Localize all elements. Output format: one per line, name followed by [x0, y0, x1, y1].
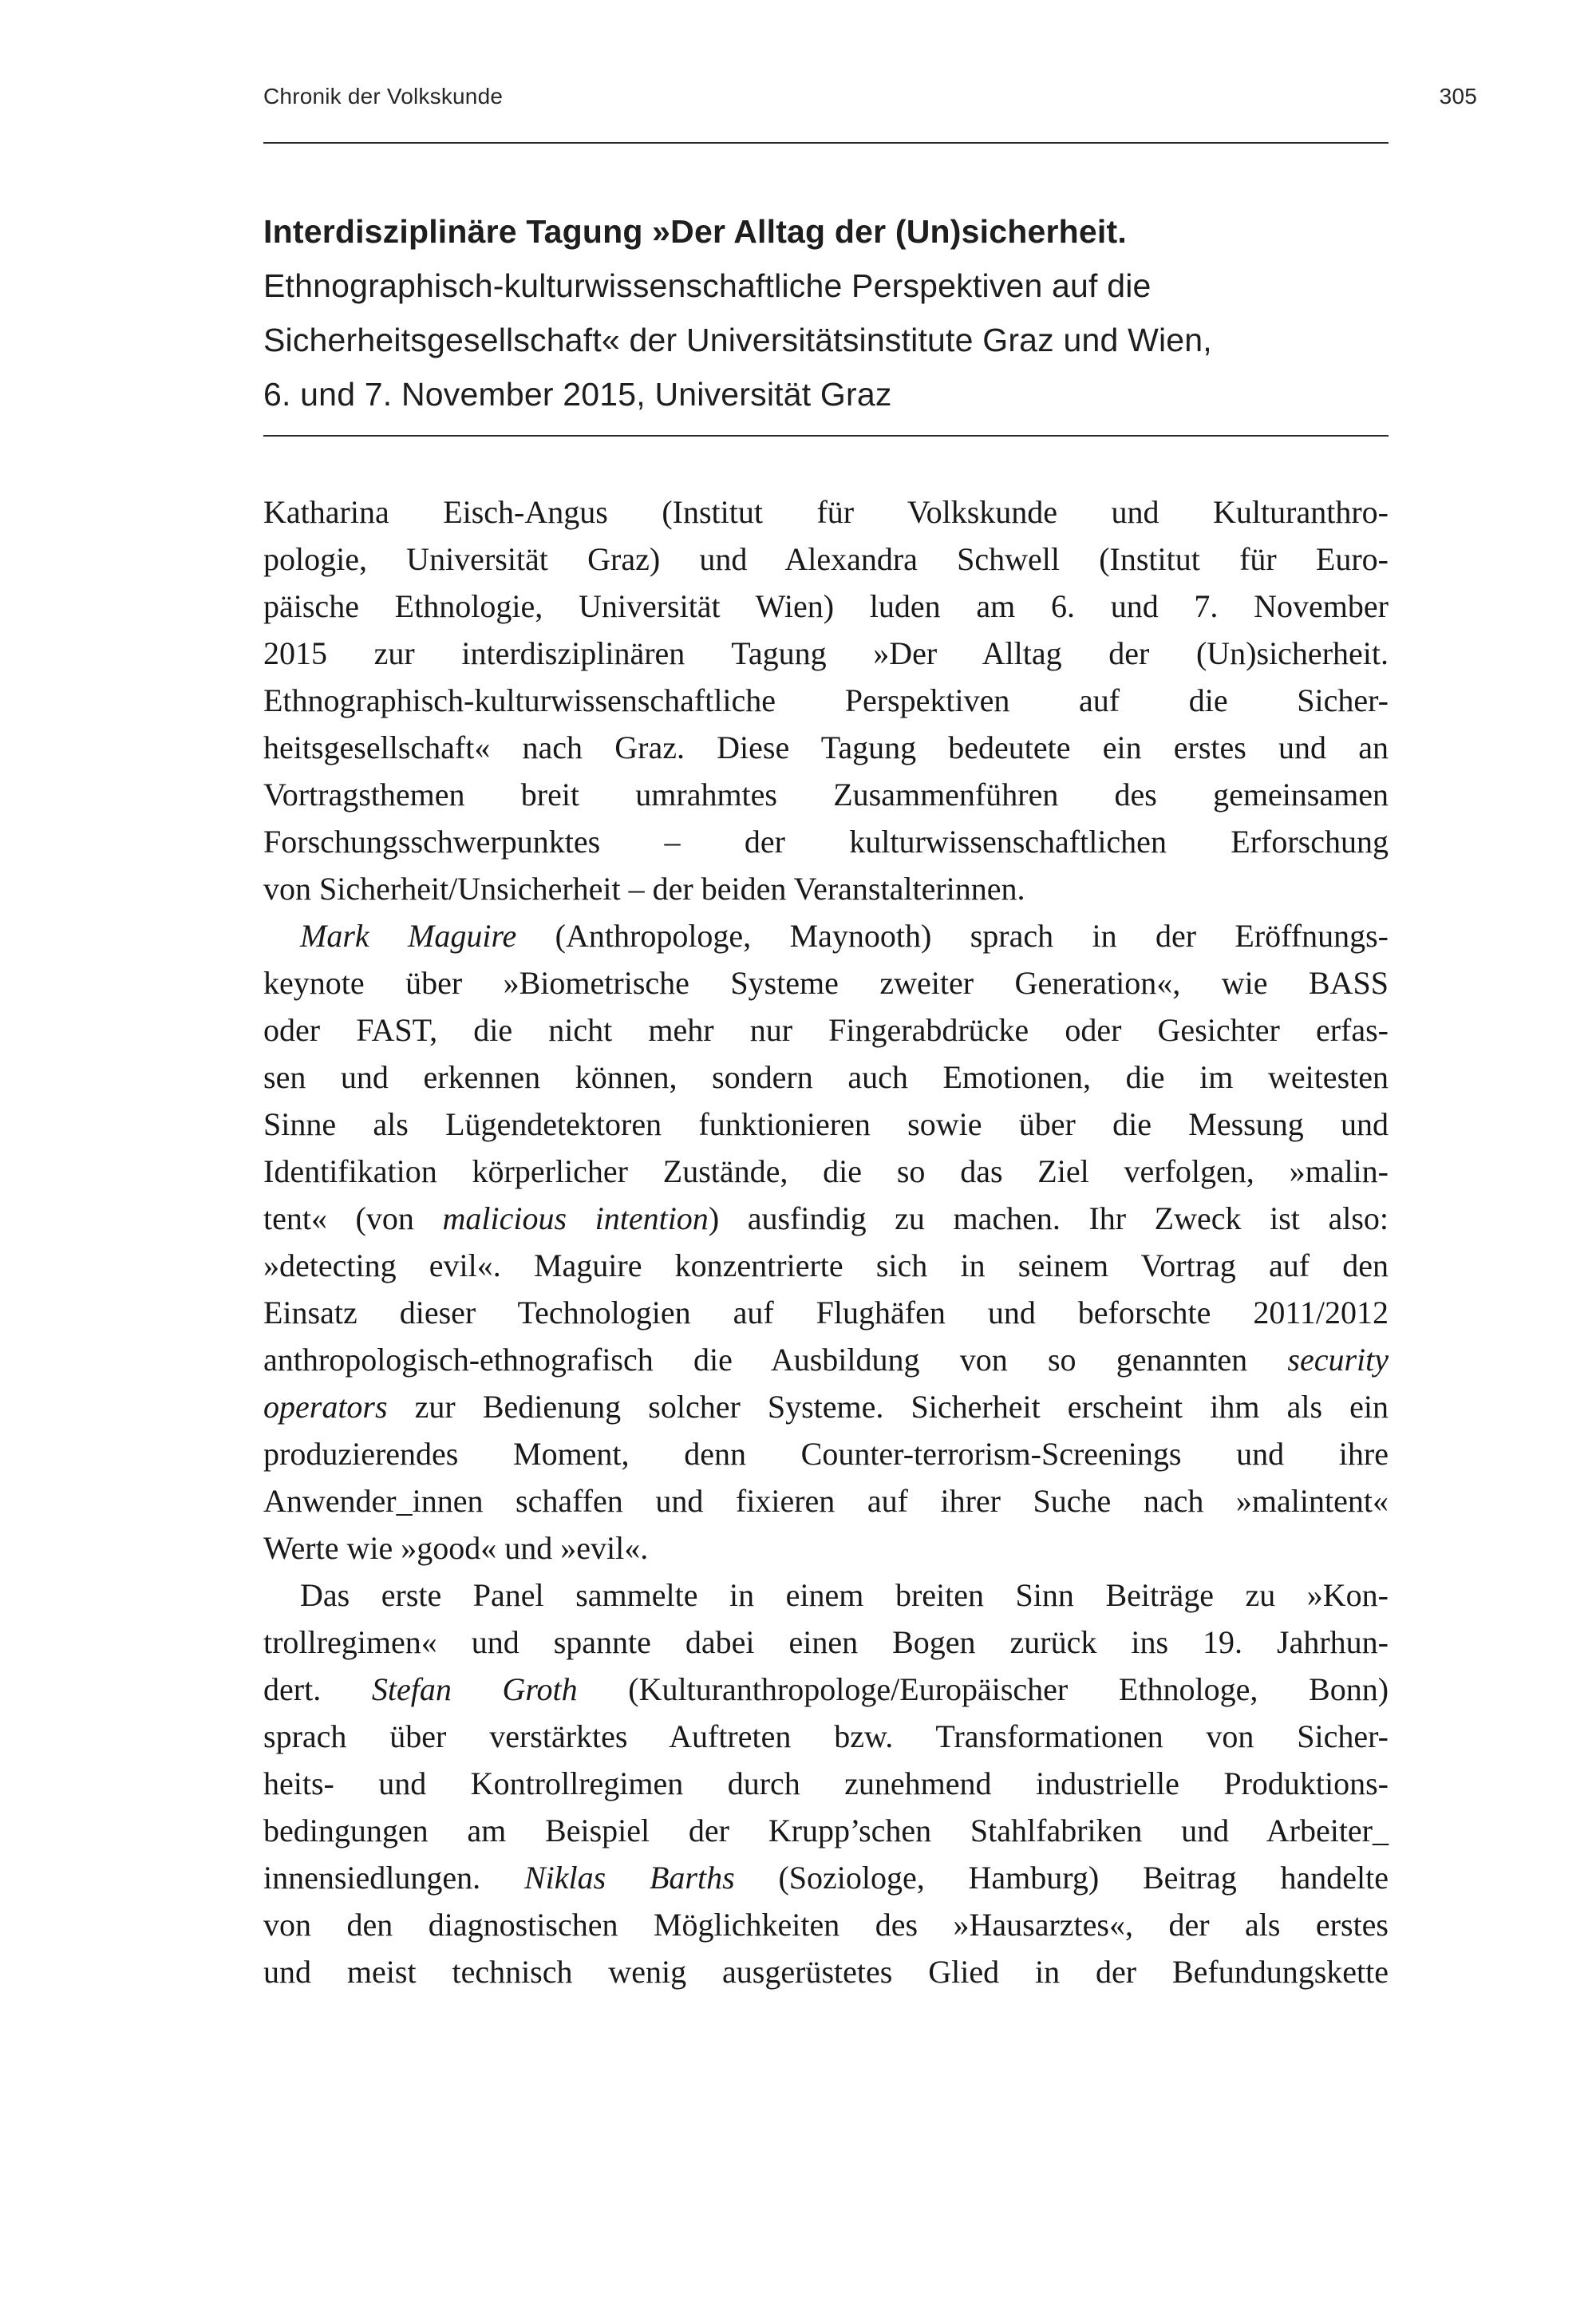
text-run: heits- und Kontrollregimen durch zunehmend industrielle Produktions- — [263, 1765, 1389, 1801]
body-line — [263, 818, 1389, 865]
body-line — [263, 1713, 1389, 1760]
text-run: innensiedlungen. — [263, 1860, 524, 1896]
body-line — [263, 1854, 1389, 1901]
text-run: zur Bedienung solcher Systeme. Sicherheit erscheint ihm als ein — [387, 1389, 1389, 1425]
running-header: Chronik der Volkskunde — [263, 84, 504, 109]
body-line — [263, 1054, 1389, 1101]
text-run: tent« (von — [263, 1200, 443, 1236]
text-run: und meist technisch wenig ausgerüstetes Glied in der Befundungskette — [263, 1954, 1389, 1990]
italic-text-run: Mark Maguire — [300, 918, 517, 954]
text-run: 2015 zur interdisziplinären Tagung »Der Alltag der (Un)sicherheit. — [263, 635, 1389, 671]
text-run: »detecting evil«. Maguire konzentrierte sich in seinem Vortrag auf den — [263, 1247, 1389, 1283]
italic-text-run: malicious intention — [442, 1200, 709, 1236]
title-line-3: Sicherheitsgesellschaft« der Universitätsinstitute Graz und Wien, — [263, 322, 1212, 358]
body-line — [263, 1336, 1389, 1383]
text-run: Einsatz dieser Technologien auf Flughäfen und beforschte 2011/2012 — [263, 1295, 1389, 1330]
body-line — [263, 865, 1389, 912]
text-run: päische Ethnologie, Universität Wien) luden am 6. und 7. November — [263, 588, 1389, 624]
text-run: keynote über »Biometrische Systeme zweiter Generation«, wie BASS — [263, 965, 1389, 1001]
body-line — [263, 536, 1389, 583]
text-run: Katharina Eisch-Angus (Institut für Volkskunde und Kulturanthro- — [263, 494, 1389, 530]
text-run: Vortragsthemen breit umrahmtes Zusammenführen des gemeinsamen — [263, 777, 1389, 812]
body-line — [263, 771, 1389, 818]
body-line — [263, 1948, 1389, 1995]
body-line — [263, 1195, 1389, 1242]
text-run: (Kulturanthropologe/Europäischer Ethnologe, Bonn) — [577, 1671, 1389, 1707]
text-run: sprach über verstärktes Auftreten bzw. Transformationen von Sicher- — [263, 1718, 1389, 1754]
text-run: Das erste Panel sammelte in einem breiten Sinn Beiträge zu »Kon- — [300, 1577, 1389, 1613]
body-line — [263, 1101, 1389, 1148]
text-run: (Soziologe, Hamburg) Beitrag handelte — [734, 1860, 1389, 1896]
text-run: (Anthropologe, Maynooth) sprach in der Eröffnungs- — [516, 918, 1389, 954]
body-line — [263, 488, 1389, 536]
text-run: dert. — [263, 1671, 372, 1707]
body-line — [263, 1807, 1389, 1854]
italic-text-run: operators — [263, 1389, 388, 1425]
body-line — [263, 1477, 1389, 1524]
title-line-1: Interdisziplinäre Tagung »Der Alltag der (Un)sicherheit. — [263, 213, 1127, 250]
body-line — [263, 630, 1389, 677]
body-line — [263, 1666, 1389, 1713]
body-line — [263, 1619, 1389, 1666]
text-run: sen und erkennen können, sondern auch Emotionen, die im weitesten — [263, 1059, 1389, 1095]
text-run: Werte wie »good« und »evil«. — [263, 1530, 649, 1566]
italic-text-run: Stefan Groth — [371, 1671, 578, 1707]
text-run: anthropologisch-ethnografisch die Ausbildung von so genannten — [263, 1342, 1288, 1378]
body-line — [263, 1572, 1389, 1619]
text-run: oder FAST, die nicht mehr nur Fingerabdrücke oder Gesichter erfas- — [263, 1012, 1389, 1048]
title-line-2: Ethnographisch-kulturwissenschaftliche Perspektiven auf die — [263, 267, 1152, 304]
header-rule — [263, 142, 1389, 144]
text-run: Identifikation körperlicher Zustände, die so das Ziel verfolgen, »malin- — [263, 1153, 1389, 1189]
article-title — [263, 204, 1436, 421]
body-line — [263, 1430, 1389, 1477]
text-run: trollregimen« und spannte dabei einen Bogen zurück ins 19. Jahrhun- — [263, 1624, 1389, 1660]
body-line — [263, 724, 1389, 771]
text-run: Ethnographisch-kulturwissenschaftliche Perspektiven auf die Sicher- — [263, 682, 1389, 718]
body-line — [263, 583, 1389, 630]
text-run: heitsgesellschaft« nach Graz. Diese Tagung bedeutete ein erstes und an — [263, 729, 1389, 765]
body-line — [263, 1383, 1389, 1430]
text-run: Forschungsschwerpunktes – der kulturwissenschaftlichen Erforschung — [263, 824, 1389, 860]
text-run: Anwender_innen schaffen und fixieren auf ihrer Suche nach »malintent« — [263, 1483, 1389, 1519]
page-header — [263, 83, 1477, 110]
body-line — [263, 1524, 1389, 1572]
italic-text-run: security — [1287, 1342, 1389, 1378]
body-line — [263, 1148, 1389, 1195]
text-run: ) ausfindig zu machen. Ihr Zweck ist also: — [708, 1200, 1389, 1236]
body-line — [263, 1242, 1389, 1289]
body-line — [263, 1289, 1389, 1336]
text-run: von den diagnostischen Möglichkeiten des »Hausarztes«, der als erstes — [263, 1907, 1389, 1943]
body-line — [263, 1006, 1389, 1054]
text-run: Sinne als Lügendetektoren funktionieren sowie über die Messung und — [263, 1106, 1389, 1142]
title-line-4: 6. und 7. November 2015, Universität Graz — [263, 376, 892, 413]
body-line — [263, 1760, 1389, 1807]
text-run: von Sicherheit/Unsicherheit – der beiden Veranstalterinnen. — [263, 871, 1025, 907]
page-number: 305 — [1439, 84, 1477, 109]
body-text — [263, 488, 1389, 1995]
body-line — [263, 912, 1389, 959]
body-line — [263, 1901, 1389, 1948]
text-run: pologie, Universität Graz) und Alexandra Schwell (Institut für Euro- — [263, 541, 1389, 577]
text-run: bedingungen am Beispiel der Krupp’schen Stahlfabriken und Arbeiter_ — [263, 1813, 1389, 1848]
body-line — [263, 959, 1389, 1006]
title-rule — [263, 435, 1389, 437]
body-line — [263, 677, 1389, 724]
text-run: produzierendes Moment, denn Counter-terrorism-Screenings und ihre — [263, 1436, 1389, 1472]
italic-text-run: Niklas Barths — [523, 1860, 735, 1896]
